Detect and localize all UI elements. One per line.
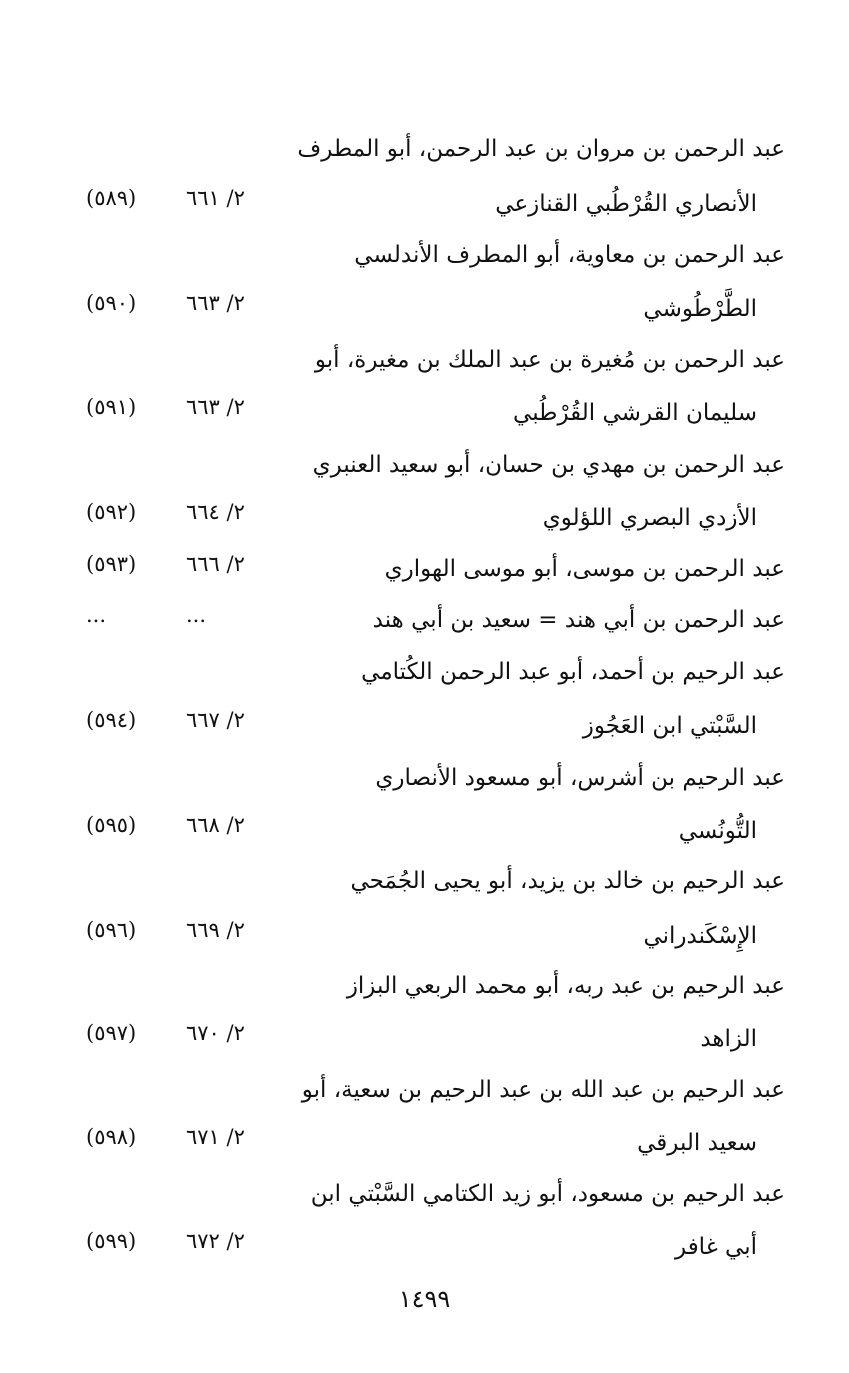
entry-name-continuation: أبي غافر: [675, 1234, 757, 1260]
entry-number: (٥٩٧): [86, 1021, 137, 1045]
volume-page-ref: ٢/ ٦٦٩: [186, 918, 245, 942]
entry-name-line: عبد الرحيم بن خالد بن يزيد، أبو يحيى الجُمَحي: [350, 868, 785, 894]
entry-name-continuation: الإِسْكَندراني: [643, 923, 757, 949]
entry-name-line: عبد الرحمن بن معاوية، أبو المطرف الأندلسي: [354, 242, 785, 268]
entry-name-line: عبد الرحمن بن موسى، أبو موسى الهواري: [384, 556, 785, 582]
entry-name-line: عبد الرحيم بن مسعود، أبو زيد الكتامي السَّبْتي ابن: [310, 1181, 785, 1207]
volume-page-ref: ٢/ ٦٧٠: [186, 1021, 245, 1045]
volume-page-ref: ٢/ ٦٦٦: [186, 552, 245, 576]
entry-name-line: عبد الرحمن بن مروان بن عبد الرحمن، أبو المطرف: [297, 136, 785, 162]
entry-name-line: عبد الرحمن بن مُغيرة بن عبد الملك بن مغيرة، أبو: [314, 347, 785, 373]
entry-name-continuation: الزاهد: [700, 1026, 757, 1052]
page-number: ١٤٩٩: [398, 1285, 451, 1313]
entry-number: (٥٩٤): [86, 708, 137, 732]
entry-number: (٥٩٠): [86, 291, 137, 315]
entry-name-line: عبد الرحمن بن أبي هند = سعيد بن أبي هند: [372, 607, 785, 633]
entry-name-line: عبد الرحيم بن عبد ربه، أبو محمد الربعي البزاز: [346, 973, 785, 999]
volume-page-ref: ٢/ ٦٦٤: [186, 500, 245, 524]
volume-page-ref: ...: [186, 603, 207, 627]
entry-name-continuation: الطَّرْطُوشي: [643, 296, 757, 322]
entry-number: (٥٨٩): [86, 186, 137, 210]
entry-name-continuation: التُّونُسي: [678, 818, 757, 844]
volume-page-ref: ٢/ ٦٦١: [186, 186, 245, 210]
entry-name-continuation: سليمان القرشي القُرْطُبي: [513, 400, 757, 426]
entry-name-line: عبد الرحيم بن أحمد، أبو عبد الرحمن الكُتامي: [361, 659, 785, 685]
volume-page-ref: ٢/ ٦٦٨: [186, 813, 245, 837]
entry-number: (٥٩٦): [86, 918, 137, 942]
entry-name-continuation: الأنصاري القُرْطُبي القنازعي: [495, 191, 757, 217]
entry-number: (٥٩١): [86, 395, 137, 419]
volume-page-ref: ٢/ ٦٦٧: [186, 708, 245, 732]
entry-name-continuation: سعيد البرقي: [637, 1130, 757, 1156]
entry-name-continuation: الأزدي البصري اللؤلوي: [542, 505, 757, 531]
entry-name-line: عبد الرحمن بن مهدي بن حسان، أبو سعيد العنبري: [312, 452, 785, 478]
entry-name-line: عبد الرحيم بن عبد الله بن عبد الرحيم بن سعية، أبو: [301, 1077, 785, 1103]
volume-page-ref: ٢/ ٦٦٣: [186, 291, 245, 315]
entry-name-continuation: السَّبْتي ابن العَجُوز: [582, 713, 757, 739]
entry-number: (٥٩٢): [86, 500, 137, 524]
entry-number: ...: [86, 603, 107, 627]
entry-number: (٥٩٥): [86, 813, 137, 837]
entry-number: (٥٩٩): [86, 1229, 137, 1253]
volume-page-ref: ٢/ ٦٧٢: [186, 1229, 245, 1253]
entry-number: (٥٩٨): [86, 1125, 137, 1149]
entry-name-line: عبد الرحيم بن أشرس، أبو مسعود الأنصاري: [375, 765, 785, 791]
entry-number: (٥٩٣): [86, 552, 137, 576]
volume-page-ref: ٢/ ٦٧١: [186, 1125, 245, 1149]
volume-page-ref: ٢/ ٦٦٣: [186, 395, 245, 419]
